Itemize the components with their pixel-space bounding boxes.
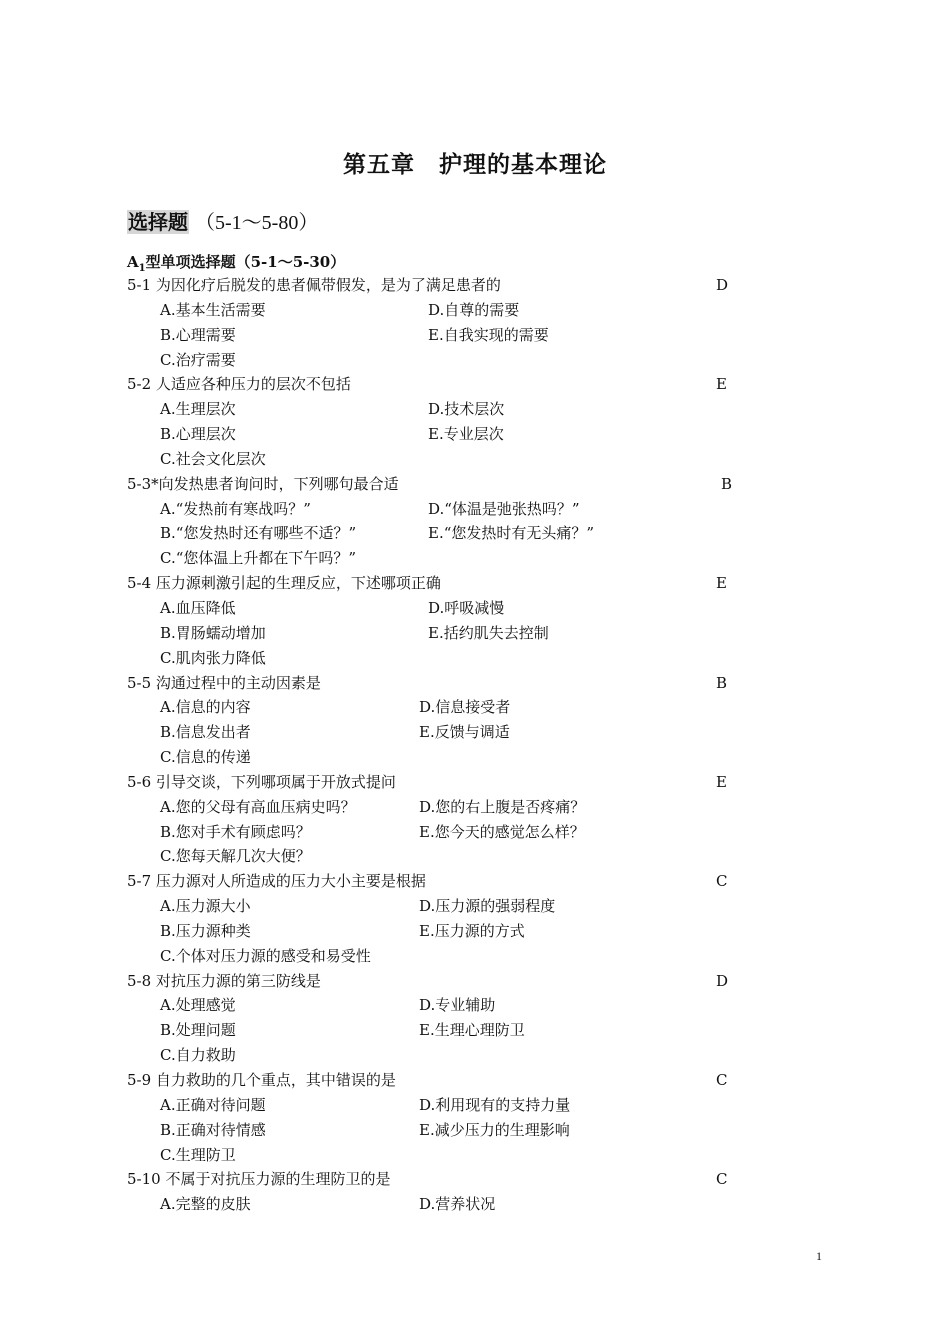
question-stem: 5-3*向发热患者询问时，下列哪句最合适: [127, 474, 399, 493]
option-row: [0, 745, 950, 770]
option-row: [0, 1118, 950, 1143]
option-e: E.您今天的感觉怎么样？: [419, 822, 585, 841]
option-e: E.括约肌失去控制: [428, 623, 549, 642]
question-stem-line: [0, 571, 950, 596]
option-e: E.减少压力的生理影响: [419, 1120, 570, 1139]
option-d: D.“体温是弛张热吗？”: [428, 499, 580, 518]
question-stem-line: [0, 273, 950, 298]
question-answer: E: [716, 574, 727, 593]
option-row: [0, 422, 950, 447]
option-row: [0, 447, 950, 472]
question-stem: 5-9 自力救助的几个重点，其中错误的是: [127, 1071, 396, 1089]
option-e: E.反馈与调适: [419, 723, 510, 742]
option-c: C.治疗需要: [160, 350, 236, 369]
option-e: E.生理心理防卫: [419, 1021, 525, 1040]
option-row: [0, 397, 950, 422]
option-row: [0, 323, 950, 348]
question-stem-line: [0, 372, 950, 397]
question-answer: E: [716, 375, 727, 394]
option-d: D.信息接受者: [419, 698, 511, 717]
option-row: [0, 1093, 950, 1118]
option-b: B.信息发出者: [160, 723, 251, 742]
option-a: A.“发热前有寒战吗？”: [160, 499, 311, 518]
section-title: [127, 206, 318, 235]
option-row: [0, 497, 950, 522]
question-stem-line: [0, 869, 950, 894]
option-a: A.您的父母有高血压病史吗？: [160, 797, 356, 816]
question-stem: 5-8 对抗压力源的第三防线是: [127, 971, 321, 990]
option-row: [0, 1043, 950, 1068]
option-d: D.专业辅助: [419, 996, 496, 1015]
option-b: B.压力源种类: [160, 921, 251, 940]
option-row: [0, 298, 950, 323]
option-row: [0, 546, 950, 571]
section-range: （5-1～5-80）: [195, 212, 319, 234]
option-row: [0, 1143, 950, 1168]
page-number: 1: [816, 1249, 822, 1263]
option-d: D.呼吸减慢: [428, 598, 505, 617]
subsection-subscript: 1: [138, 263, 146, 274]
question-stem: 5-4 压力源刺激引起的生理反应，下述哪项正确: [127, 574, 441, 593]
option-c: C.自力救助: [160, 1046, 236, 1065]
option-d: D.利用现有的支持力量: [419, 1095, 571, 1114]
subsection-title: [127, 251, 345, 274]
question-stem: 5-5 沟通过程中的主动因素是: [127, 673, 321, 692]
option-a: A.信息的内容: [160, 698, 251, 717]
option-row: [0, 993, 950, 1018]
option-c: C.个体对压力源的感受和易受性: [160, 946, 371, 965]
option-row: [0, 1018, 950, 1043]
question-stem: 5-6 引导交谈，下列哪项属于开放式提问: [127, 772, 396, 791]
option-row: [0, 348, 950, 373]
option-a: A.生理层次: [160, 400, 236, 419]
option-c: C.您每天解几次大便？: [160, 847, 311, 866]
option-c: C.生理防卫: [160, 1145, 236, 1164]
option-d: D.您的右上腹是否疼痛？: [419, 797, 586, 816]
question-answer: B: [721, 474, 733, 493]
option-row: [0, 720, 950, 745]
question-answer: C: [716, 1170, 728, 1189]
question-answer: C: [716, 1071, 728, 1089]
option-a: A.基本生活需要: [160, 300, 266, 319]
question-answer: E: [716, 772, 727, 791]
option-c: C.“您体温上升都在下午吗？”: [160, 549, 357, 568]
option-d: D.自尊的需要: [428, 300, 520, 319]
question-answer: D: [716, 971, 729, 990]
question-stem-line: [0, 1068, 950, 1093]
question-stem-line: [0, 969, 950, 994]
option-b: B.您对手术有顾虑吗？: [160, 822, 311, 841]
option-row: [0, 621, 950, 646]
question-stem: 5-7 压力源对人所造成的压力大小主要是根据: [127, 872, 426, 891]
option-row: [0, 1192, 950, 1217]
option-e: E.自我实现的需要: [428, 325, 549, 344]
subsection-prefix: A: [127, 253, 139, 271]
subsection-suffix: 型单项选择题（5-1～5-30）: [145, 253, 346, 271]
question-stem: 5-2 人适应各种压力的层次不包括: [127, 375, 351, 394]
question-answer: B: [716, 673, 728, 692]
option-b: B.胃肠蠕动增加: [160, 623, 266, 642]
option-c: C.肌肉张力降低: [160, 648, 266, 667]
section-label: 选择题: [128, 210, 188, 234]
question-stem: 5-1 为因化疗后脱发的患者佩带假发，是为了满足患者的: [127, 276, 501, 294]
question-stem-line: [0, 1167, 950, 1192]
option-row: [0, 521, 950, 546]
question-stem: 5-10 不属于对抗压力源的生理防卫的是: [127, 1170, 391, 1189]
option-e: E.压力源的方式: [419, 921, 525, 940]
option-row: [0, 844, 950, 869]
option-row: [0, 919, 950, 944]
option-row: [0, 894, 950, 919]
option-c: C.社会文化层次: [160, 449, 266, 468]
option-d: D.压力源的强弱程度: [419, 897, 556, 916]
question-list: [0, 273, 950, 1217]
option-d: D.技术层次: [428, 400, 505, 419]
option-row: [0, 795, 950, 820]
option-row: [0, 695, 950, 720]
option-row: [0, 820, 950, 845]
option-e: E.“您发热时有无头痛？”: [428, 524, 595, 543]
question-answer: C: [716, 872, 728, 891]
option-a: A.完整的皮肤: [160, 1195, 251, 1214]
option-row: [0, 944, 950, 969]
option-b: B.心理需要: [160, 325, 236, 344]
option-b: B.正确对待情感: [160, 1120, 266, 1139]
question-answer: D: [716, 276, 729, 294]
option-a: A.压力源大小: [160, 897, 251, 916]
question-stem-line: [0, 770, 950, 795]
option-e: E.专业层次: [428, 425, 504, 444]
option-c: C.信息的传递: [160, 748, 251, 767]
option-a: A.正确对待问题: [160, 1095, 266, 1114]
question-stem-line: [0, 671, 950, 696]
question-stem-line: [0, 472, 950, 497]
option-b: B.心理层次: [160, 425, 236, 444]
option-b: B.处理问题: [160, 1021, 236, 1040]
option-row: [0, 596, 950, 621]
option-a: A.血压降低: [160, 598, 236, 617]
option-d: D.营养状况: [419, 1195, 496, 1214]
option-row: [0, 646, 950, 671]
chapter-title: 第五章 护理的基本理论: [343, 152, 607, 178]
option-a: A.处理感觉: [160, 996, 236, 1015]
option-b: B.“您发热时还有哪些不适？”: [160, 524, 357, 543]
